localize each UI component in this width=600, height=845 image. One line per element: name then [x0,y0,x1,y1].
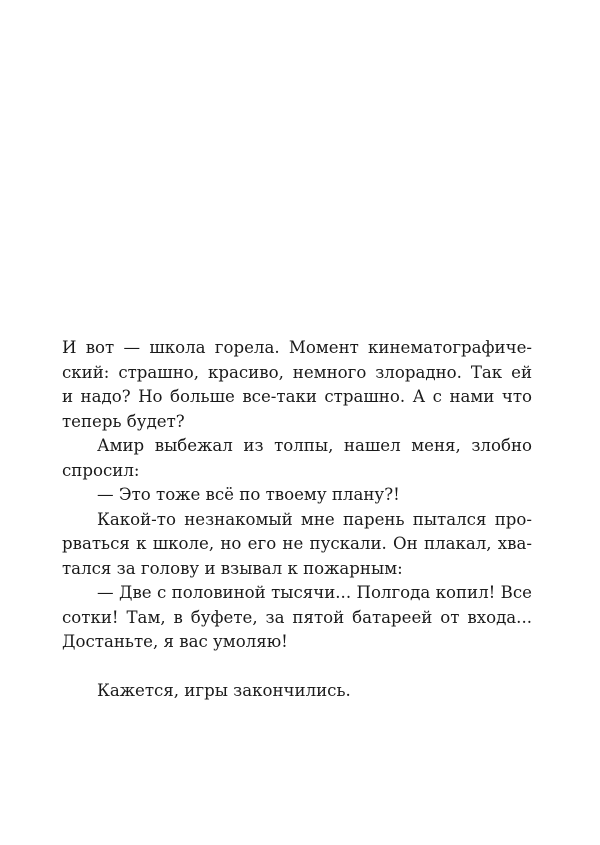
text-line: Достаньте, я вас умоляю! [62,632,288,651]
text-line: рваться к школе, но его не пускали. Он плакал, хва- [62,534,532,553]
text-line: И вот — школа горела. Момент кинематографиче- [62,338,532,357]
text-line: Какой-то незнакомый мне парень пытался про- [97,509,532,529]
text-line: ский: страшно, красиво, немного злорадно. Так ей [62,362,532,382]
body-text [62,336,532,704]
closing-line: Кажется, игры закончились. [97,681,351,700]
text-line: сотки! Там, в буфете, за пятой батареей от входа... [62,607,532,627]
text-line: теперь будет? [62,411,185,431]
text-line: и надо? Но больше все-таки страшно. А с нами что [62,387,532,406]
text-line: спросил: [62,460,140,480]
text-line: тался за голову и взывал к пожарным: [62,558,403,578]
text-line: Амир выбежал из толпы, нашел меня, злобно [97,436,532,455]
dialogue-line: — Две с половиной тысячи... Полгода копил! Все [97,583,532,602]
dialogue-line: — Это тоже всё по твоему плану?! [97,485,400,504]
